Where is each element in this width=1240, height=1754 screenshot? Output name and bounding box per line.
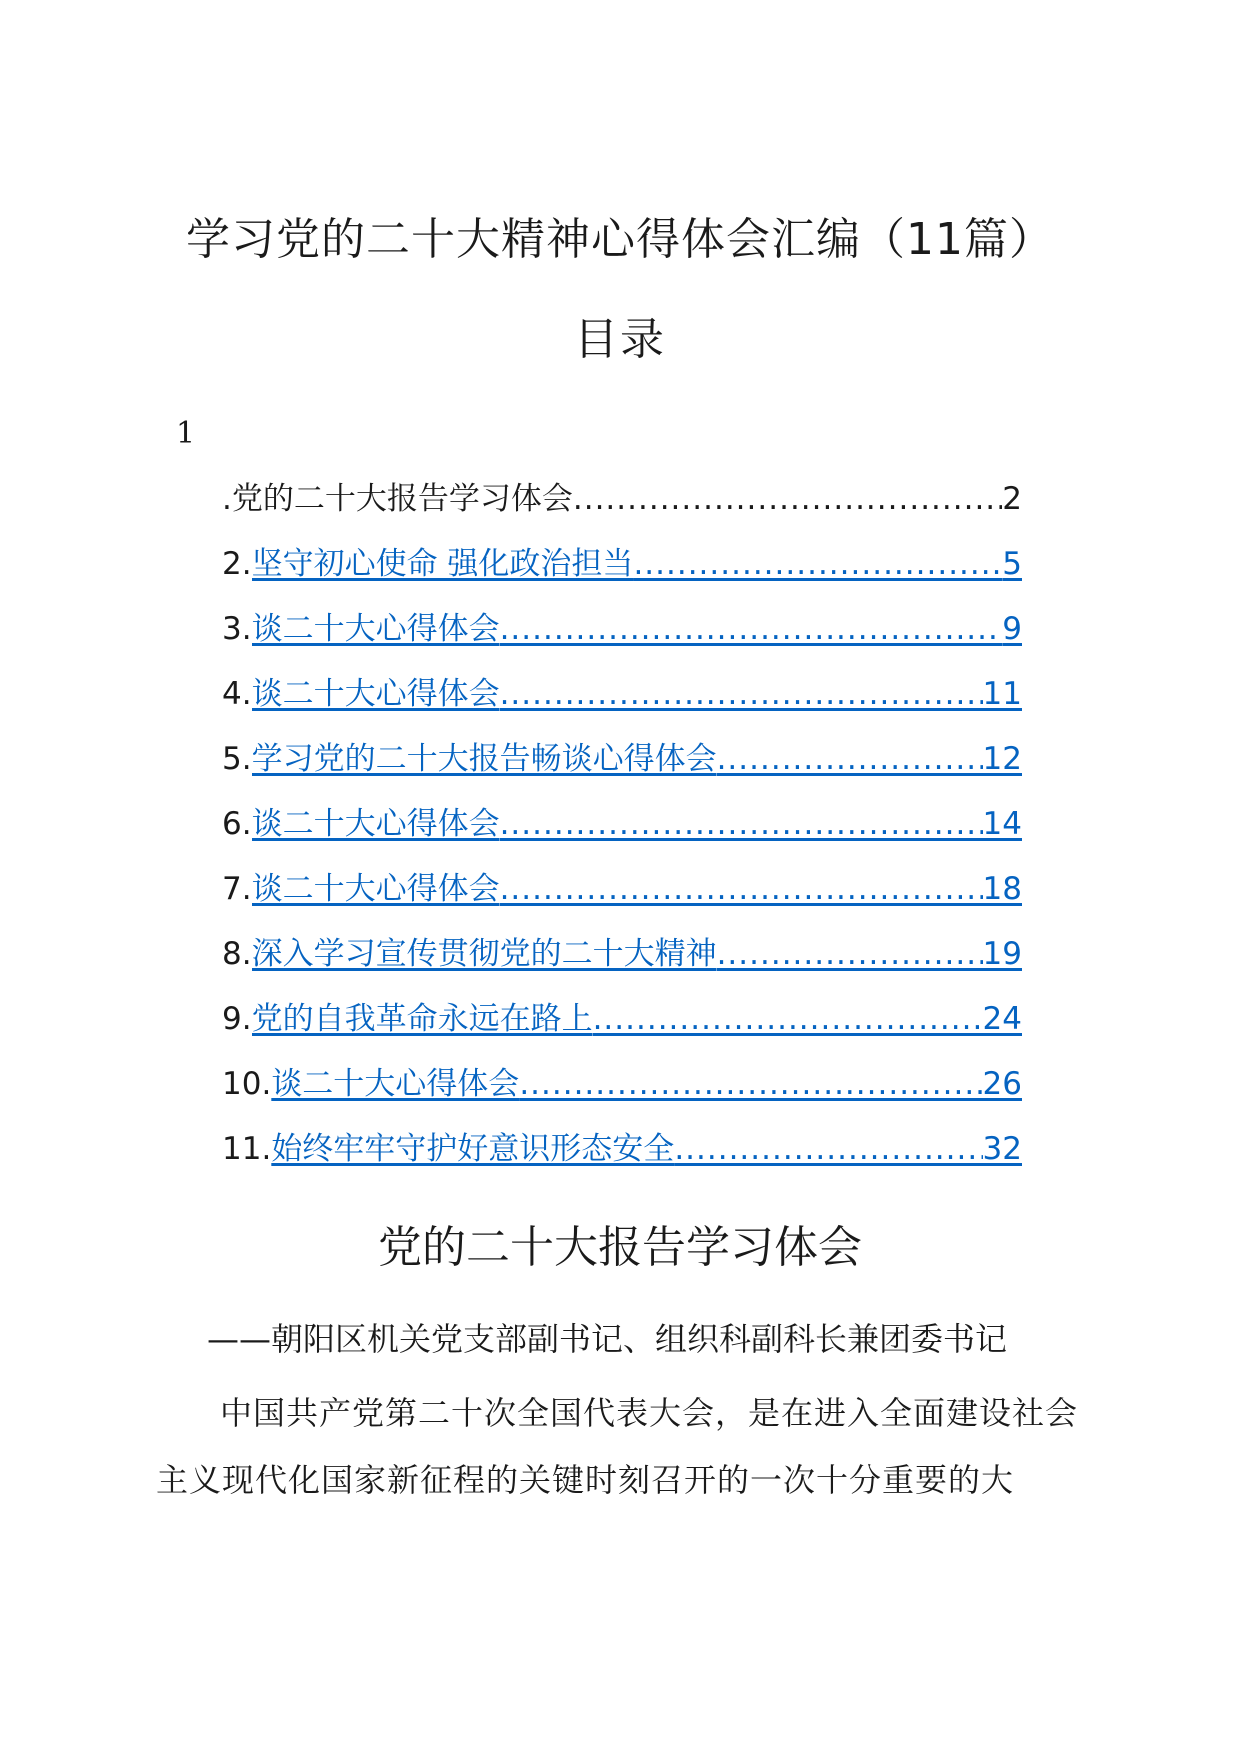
toc-entry-10 (222, 1063, 1022, 1128)
toc-entry-number: 8. (222, 936, 252, 972)
toc-page-number: 24 (982, 1001, 1022, 1037)
toc-leader-dots (519, 1063, 982, 1105)
toc-leader-dots (573, 478, 1002, 520)
toc-entry-11 (222, 1128, 1022, 1193)
toc-leader-dots (500, 868, 983, 910)
toc-entry-number: 7. (222, 871, 252, 907)
toc-page-number: 9 (1002, 611, 1022, 647)
toc-page-number: 18 (982, 871, 1022, 907)
toc-heading: 目录 (574, 314, 666, 365)
toc-entry-title: 深入学习宣传贯彻党的二十大精神 (251, 936, 717, 972)
toc-link-11[interactable] (271, 1128, 1022, 1170)
toc-entry-number: 11. (222, 1131, 272, 1167)
toc-link-1[interactable] (222, 478, 1022, 520)
toc-entry-7 (222, 868, 1022, 933)
toc-entry-title: .党的二十大报告学习体会 (222, 481, 573, 517)
toc-entry-number: 6. (222, 806, 252, 842)
toc-entry-9 (222, 998, 1022, 1063)
toc-page-number: 12 (982, 741, 1022, 777)
toc-link-6[interactable] (252, 803, 1022, 845)
toc-entry-2 (222, 543, 1022, 608)
toc-leader-dots (500, 608, 1003, 650)
toc-link-3[interactable] (252, 608, 1022, 650)
toc-leader-dots (500, 673, 983, 715)
toc-link-2[interactable] (252, 543, 1022, 585)
toc-leader-dots (593, 998, 983, 1040)
toc-entry-6 (222, 803, 1022, 868)
toc-marker: 1 (176, 416, 196, 451)
toc-link-9[interactable] (252, 998, 1022, 1040)
toc-entry-title: 谈二十大心得体会 (251, 676, 500, 712)
toc-entry-title: 谈二十大心得体会 (251, 611, 500, 647)
body-paragraph: 中国共产党第二十次全国代表大会，是在进入全面建设社会主义现代化国家新征程的关键时刻召开的一次十分重要的大 (156, 1394, 1079, 1499)
toc-link-7[interactable] (252, 868, 1022, 910)
document-title: 学习党的二十大精神心得体会汇编（11篇） (186, 214, 1054, 265)
toc-page-number: 5 (1002, 546, 1022, 582)
toc-entry-title: 始终牢牢守护好意识形态安全 (271, 1131, 675, 1167)
toc-leader-dots (717, 738, 983, 780)
toc-entry-number: 4. (222, 676, 252, 712)
toc-leader-dots (500, 803, 983, 845)
toc-entry-3 (222, 608, 1022, 673)
toc-leader-dots (633, 543, 1002, 585)
table-of-contents (222, 478, 1022, 1193)
toc-entry-number: 2. (222, 546, 252, 582)
toc-entry-title: 谈二十大心得体会 (271, 1066, 520, 1102)
toc-page-number: 14 (982, 806, 1022, 842)
toc-entry-number: 10. (222, 1066, 272, 1102)
toc-entry-title: 谈二十大心得体会 (251, 871, 500, 907)
toc-entry-number: 5. (222, 741, 252, 777)
toc-entry-number: 3. (222, 611, 252, 647)
toc-entry-number: 9. (222, 1001, 252, 1037)
toc-leader-dots (674, 1128, 982, 1170)
toc-page-number: 2 (1002, 481, 1022, 517)
toc-entry-title: 学习党的二十大报告畅谈心得体会 (251, 741, 717, 777)
toc-page-number: 19 (982, 936, 1022, 972)
toc-page-number: 26 (982, 1066, 1022, 1102)
toc-entry-title: 坚守初心使命 强化政治担当 (251, 546, 634, 582)
toc-page-number: 32 (982, 1131, 1022, 1167)
toc-link-10[interactable] (271, 1063, 1022, 1105)
toc-entry-4 (222, 673, 1022, 738)
section-title: 党的二十大报告学习体会 (378, 1222, 862, 1273)
toc-link-8[interactable] (252, 933, 1022, 975)
toc-entry-1 (222, 478, 1022, 543)
toc-link-5[interactable] (252, 738, 1022, 780)
toc-entry-5 (222, 738, 1022, 803)
toc-entry-title: 谈二十大心得体会 (251, 806, 500, 842)
toc-entry-8 (222, 933, 1022, 998)
toc-page-number: 11 (982, 676, 1022, 712)
toc-leader-dots (717, 933, 983, 975)
toc-link-4[interactable] (252, 673, 1022, 715)
author-byline: ——朝阳区机关党支部副书记、组织科副科长兼团委书记 (207, 1320, 1008, 1358)
toc-entry-title: 党的自我革命永远在路上 (251, 1001, 593, 1037)
